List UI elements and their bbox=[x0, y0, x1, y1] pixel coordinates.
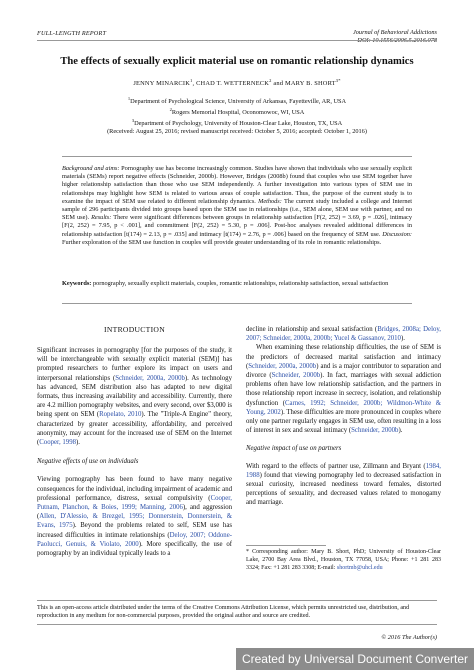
abstract-bottom-rule bbox=[62, 303, 412, 304]
introduction-heading: INTRODUCTION bbox=[104, 325, 165, 334]
affiliation-3-text: Department of Psychology, University of Houston-Clear Lake, Houston, TX, USA bbox=[134, 120, 343, 128]
right-paragraph-3 bbox=[246, 462, 441, 508]
citation-link[interactable]: Carnes, 1992; Schneider, 2000b; Wildmon-White & Young, 2002 bbox=[246, 399, 441, 416]
affiliation-2-sup: 2 bbox=[169, 107, 172, 113]
license-rule bbox=[37, 600, 437, 601]
text-run: ). In fact, marriages with sexual addiction problems often have low relationship satisfaction, and the partners in those relationship report increase in secrecy, isolation, and relationship dysfunction ( bbox=[246, 372, 441, 407]
footnote-rule bbox=[246, 545, 326, 546]
text-run: ). The "Triple-A Engine" theory, characterized by greater accessibility, affordability, and perceived anonymity, may account for the increased use of SEM on the Internet ( bbox=[37, 411, 232, 447]
citation-link[interactable]: Schneider, 2000b bbox=[351, 427, 399, 435]
text-run: ). bbox=[76, 439, 80, 447]
author-2-sup: 2 bbox=[269, 78, 272, 83]
journal-name: Journal of Behavioral Addictions bbox=[352, 29, 437, 36]
subheading-negative-impact-partners: Negative impact of use on partners bbox=[246, 445, 342, 453]
citation-link[interactable]: Schneider, 2000b bbox=[271, 372, 321, 380]
author-3: and MARY B. SHORT bbox=[271, 80, 336, 88]
text-run: When examining these relationship difficulties, the use of SEM is the predictors of decreased marital satisfaction and intimacy ( bbox=[246, 344, 441, 370]
converter-watermark: Created by Universal Document Converter bbox=[236, 648, 474, 670]
citation-link[interactable]: Cooper, Putnam, Planchon, & Boies, 1999; Manning, 2006 bbox=[37, 494, 232, 512]
affiliation-1-text: Department of Psychological Science, University of Arkansas, Fayetteville, AR, USA bbox=[130, 98, 347, 106]
author-list bbox=[30, 78, 444, 87]
citation-link[interactable]: Allen, D'Alessio, & Brezgel, 1995; Donnerstein, Donnerstein, & Evans, 1975 bbox=[37, 513, 232, 530]
copyright: © 2016 The Author(s) bbox=[381, 634, 437, 641]
intro-paragraph-2 bbox=[37, 475, 232, 558]
keywords-text: pornography, sexually explicit materials, couples, romantic relationships, relationship satisfaction, sexual satisfaction bbox=[91, 280, 389, 287]
citation-link[interactable]: 1984, 1988 bbox=[246, 462, 441, 479]
abstract-background-label: Background and aims: bbox=[62, 165, 120, 172]
received-dates: (Received: August 25, 2016; revised manuscript received: October 5, 2016; accepted: October 1, 2016) bbox=[107, 128, 367, 135]
citation-link[interactable]: Cooper, 1998 bbox=[39, 439, 76, 447]
paper-title: The effects of sexually explicit material use on romantic relationship dynamics bbox=[60, 56, 414, 67]
affiliation-3 bbox=[30, 117, 444, 128]
author-1: JENNY MINARCIK bbox=[133, 80, 191, 88]
license-text: This is an open-access article distributed under the terms of the Creative Commons Attribution License, which permits unrestricted use, distribution, and reproduction in any medium for non-commercial purposes, provided the original author and source are credited. bbox=[37, 605, 410, 619]
citation-link[interactable]: Bridges, 2008a; Deloy, 2007; Schneider, 2000a, 2000b; Yucel & Gassanov, 2010 bbox=[246, 326, 442, 343]
author-2: , CHAD T. WETTERNECK bbox=[192, 80, 270, 88]
citation-link[interactable]: Deloy, 2007; Oddone-Paolucci, Genuis, & Violato, 2000 bbox=[37, 531, 232, 548]
left-column bbox=[37, 346, 232, 558]
abstract-discussion-label: Discussion: bbox=[380, 230, 413, 238]
subheading-negative-effects-individuals: Negative effects of use on individuals bbox=[37, 458, 139, 466]
abstract-results-label: Results: bbox=[89, 214, 112, 222]
header-rule bbox=[37, 40, 437, 41]
text-run: ) and is a major contributor to separation and divorce ( bbox=[246, 362, 441, 380]
citation-link[interactable]: Schneider, 2000a, 2000b bbox=[248, 362, 317, 370]
abstract-background-text: Pornography use has become increasingly common. Studies have shown that individuals who use sexually explicit materials (SEMs) report negative effects (Schneider, 2000b). However, Bridges (2008b) found that couples who use SEM together have higher relationship satisfaction than those who use SEM independently. A further investigation into various types of SEM use in relationships may highlight how SEM is related to various areas of couple satisfaction. Thus, the purpose of the current study is to examine the impact of SEM use related to different relationship dynamics. bbox=[62, 165, 412, 205]
affiliation-1-sup: 1 bbox=[127, 96, 131, 101]
footnote-text: * Corresponding author: Mary B. Short, PhD; University of Houston-Clear Lake, 2700 Bay Area Blvd., Houston, TX 77058, USA; Phone: +1 281 283 3324; Fax: +1 281 283 3308; E-mail: bbox=[246, 549, 441, 571]
keywords-label: Keywords: bbox=[62, 280, 92, 287]
email-link[interactable]: shortmb@uhcl.edu bbox=[336, 564, 383, 571]
affiliation-1 bbox=[30, 95, 444, 106]
text-run: ). As technology has advanced, SEM distribution also has adapted to new digital formats, thus increasing availability and accessibility. Currently, there are 4.2 million pornography websites, and every second, over $3,000 is being spent on SEM ( bbox=[37, 374, 232, 419]
author-1-sup: 1 bbox=[190, 78, 193, 83]
article-type-label: FULL-LENGTH REPORT bbox=[37, 30, 107, 37]
doi: DOI: 10.1556/2006.5.2016.078 bbox=[357, 37, 437, 44]
corresponding-author-footnote bbox=[246, 549, 441, 572]
text-run: ). bbox=[398, 427, 403, 435]
text-run: ). bbox=[400, 335, 405, 343]
keywords bbox=[62, 280, 412, 288]
journal-header bbox=[353, 29, 437, 45]
affiliation-2 bbox=[30, 106, 444, 117]
text-run: decline in relationship and sexual satisfaction ( bbox=[246, 326, 378, 333]
intro-paragraph-1 bbox=[37, 346, 232, 447]
author-3-sup: 3* bbox=[335, 78, 341, 83]
affiliations bbox=[30, 95, 444, 129]
affiliation-3-sup: 3 bbox=[131, 118, 135, 124]
affiliation-2-text: Rogers Memorial Hospital, Oconomowoc, WI, USA bbox=[171, 109, 305, 117]
text-run: ). Beyond the problems related to self, SEM use has increased difficulties in intimate relationships ( bbox=[37, 522, 232, 539]
text-run: ) found that viewing pornography led to decreased satisfaction in sexual curiosity, increased neediness toward females, distorted perceptions of sexuality, and decreased values related to monogamy and marriage. bbox=[246, 471, 441, 507]
text-run: ). More specifically, the use of pornography by an individual typically leads to a bbox=[37, 540, 232, 558]
text-run: ), and aggression ( bbox=[37, 504, 232, 521]
right-paragraph-1 bbox=[246, 325, 441, 343]
text-run: ). These difficulties are more pronounced in couples where only one partner regularly engages in SEM use, often resulting in a loss of interest in sex and sexual intimacy ( bbox=[246, 408, 441, 435]
abstract-discussion-text: Further exploration of the SEM use function in couples will provide greater understanding of its role in romantic relationships. bbox=[62, 238, 382, 246]
abstract-results-text: There were significant differences between groups in relationship satisfaction [F(2, 252) = 3.69, p = .026], intimacy [F(2, 252) = 7.95, p < .001], and commitment [F(2, 252) = 5.30, p = .006]. Post-hoc analyses revealed additional differences in relationship satisfaction [t(174) = 2.13, p = .035] and intimacy [t(174) = 2.76, p = .006] based on the frequency of SEM use. bbox=[62, 214, 412, 238]
license-bottom-rule bbox=[37, 624, 437, 625]
right-paragraph-2 bbox=[246, 343, 441, 435]
text-run: Significant increases in pornography [for the purposes of the study, it will be interchangeable with sexually explicit material (SEM)] has prompted researchers to further explore its impact on users and interpersonal relationships ( bbox=[37, 347, 232, 382]
abstract-methods-label: Methods: bbox=[255, 197, 282, 205]
citation-link[interactable]: Ropelato, 2010 bbox=[99, 411, 142, 419]
text-run: With regard to the effects of partner use, Zillmann and Bryant ( bbox=[246, 462, 426, 470]
abstract bbox=[62, 165, 412, 247]
right-column bbox=[246, 325, 441, 508]
text-run: Viewing pornography has been found to have many negative consequences for the individual, including impairment of academic and professional performance, distress, sexual compulsivity ( bbox=[37, 476, 232, 502]
abstract-top-rule bbox=[62, 156, 412, 157]
abstract-methods-text: The current study included a college and Internet sample of 296 participants divided into groups based upon the SEM use in relationships (i.e., SEM alone, SEM use with partner, and no SEM use). bbox=[62, 197, 413, 222]
citation-link[interactable]: Schneider, 2000a, 2000b bbox=[115, 374, 185, 382]
